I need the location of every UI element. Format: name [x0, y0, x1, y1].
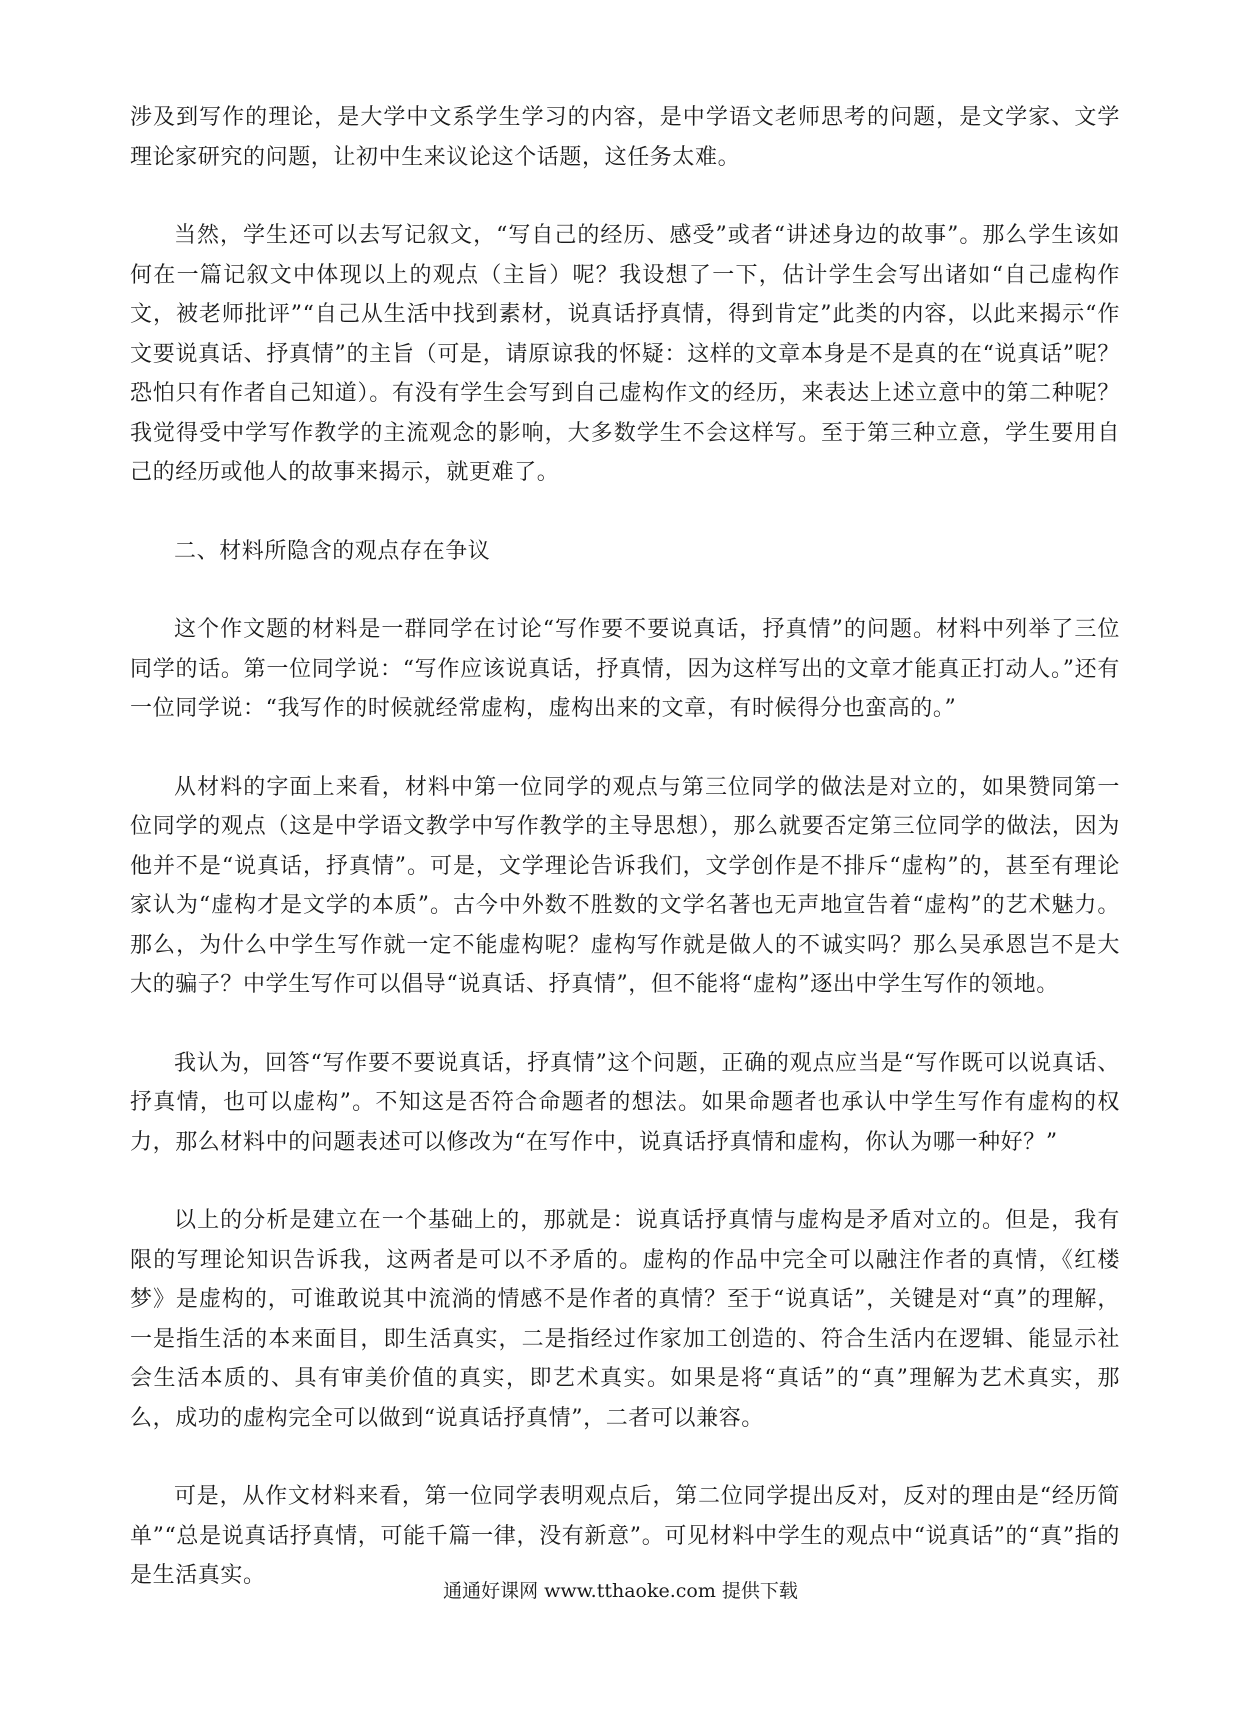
paragraph-7: 可是，从作文材料来看，第一位同学表明观点后，第二位同学提出反对，反对的理由是“经历简单”“总是说真话抒真情，可能千篇一律，没有新意”。可见材料中学生的观点中“说真话”的“真”指的是生活真实。 [130, 1484, 1120, 1588]
paragraph-6: 以上的分析是建立在一个基础上的，那就是：说真话抒真情与虚构是矛盾对立的。但是，我有限的写理论知识告诉我，这两者是可以不矛盾的。虚构的作品中完全可以融注作者的真情，《红楼梦》是虚构的，可谁敢说其中流淌的情感不是作者的真情？至于“说真话”，关键是对“真”的理解，一是指生活的本来面目，即生活真实，二是指经过作家加工创造的、符合生活内在逻辑、能显示社会生活本质的、具有审美价值的真实，即艺术真实。如果是将“真话”的“真”理解为艺术真实，那么，成功的虚构完全可以做到“说真话抒真情”，二者可以兼容。 [130, 1208, 1120, 1431]
paragraph-2: 当然，学生还可以去写记叙文，“写自己的经历、感受”或者“讲述身边的故事”。那么学生该如何在一篇记叙文中体现以上的观点（主旨）呢？我设想了一下，估计学生会写出诸如“自己虚构作文，被老师批评”“自己从生活中找到素材，说真话抒真情，得到肯定”此类的内容，以此来揭示“作文要说真话、抒真情”的主旨（可是，请原谅我的怀疑：这样的文章本身是不是真的在“说真话”呢？恐怕只有作者自己知道）。有没有学生会写到自己虚构作文的经历，来表达上述立意中的第二种呢？我觉得受中学写作教学的主流观念的影响，大多数学生不会这样写。至于第三种立意，学生要用自己的经历或他人的故事来揭示，就更难了。 [130, 223, 1120, 485]
section-heading: 二、材料所隐含的观点存在争议 [174, 538, 491, 564]
paragraph-5: 我认为，回答“写作要不要说真话，抒真情”这个问题，正确的观点应当是“写作既可以说真话、抒真情，也可以虚构”。不知这是否符合命题者的想法。如果命题者也承认中学生写作有虚构的权力，那么材料中的问题表述可以修改为“在写作中，说真话抒真情和虚构，你认为哪一种好？” [130, 1050, 1120, 1155]
paragraph-4: 从材料的字面上来看，材料中第一位同学的观点与第三位同学的做法是对立的，如果赞同第一位同学的观点（这是中学语文教学中写作教学的主导思想），那么就要否定第三位同学的做法，因为他并不是“说真话，抒真情”。可是，文学理论告诉我们，文学创作是不排斥“虚构”的，甚至有理论家认为“虚构才是文学的本质”。古今中外数不胜数的文学名著也无声地宣告着“虚构”的艺术魅力。那么，为什么中学生写作就一定不能虚构呢？虚构写作就是做人的不诚实吗？那么吴承恩岂不是大大的骗子？中学生写作可以倡导“说真话、抒真情”，但不能将“虚构”逐出中学生写作的领地。 [130, 774, 1120, 997]
paragraph-1: 涉及到写作的理论，是大学中文系学生学习的内容，是中学语文老师思考的问题，是文学家、文学理论家研究的问题，让初中生来议论这个话题，这任务太难。 [130, 105, 1120, 170]
document-body [130, 98, 1120, 1635]
paragraph-3: 这个作文题的材料是一群同学在讨论“写作要不要说真话，抒真情”的问题。材料中列举了三位同学的话。第一位同学说：“写作应该说真话，抒真情，因为这样写出的文章才能真正打动人。”还有一位同学说：“我写作的时候就经常虚构，虚构出来的文章，有时候得分也蛮高的。” [130, 617, 1120, 721]
page-footer: 通通好课网 www.tthaoke.com 提供下载 [443, 1580, 798, 1602]
